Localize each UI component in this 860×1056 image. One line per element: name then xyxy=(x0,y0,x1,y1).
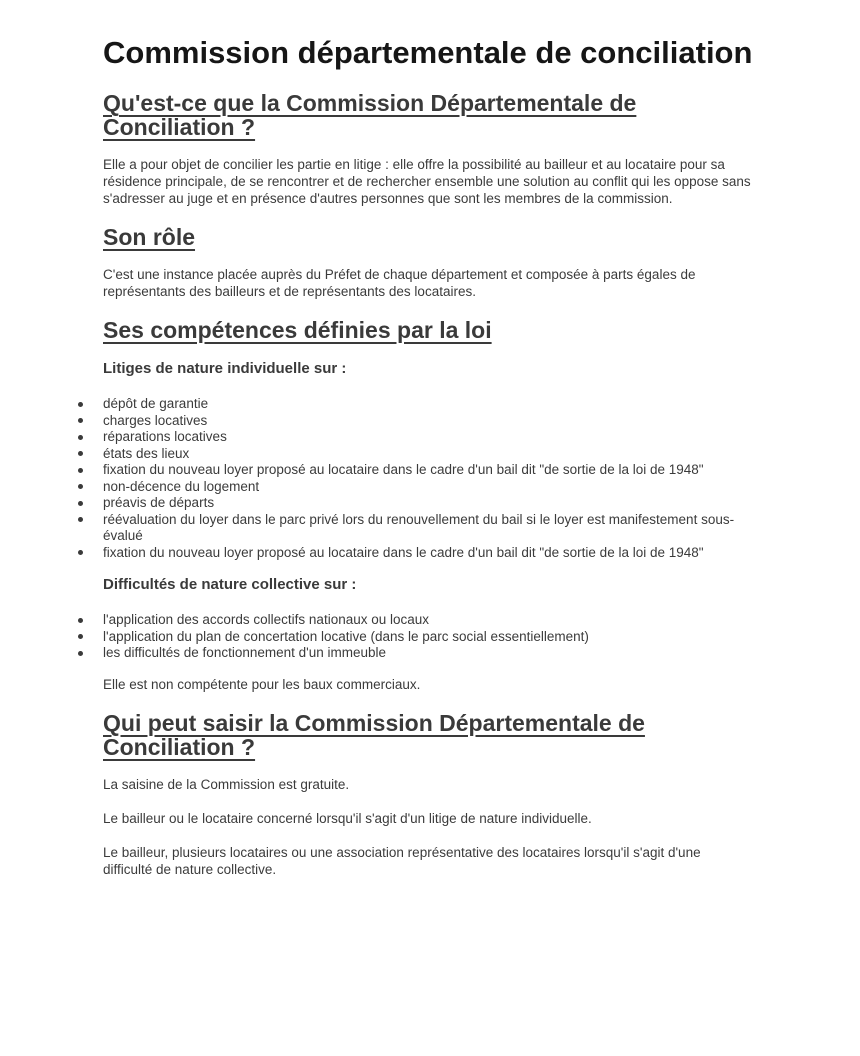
list-item: non-décence du logement xyxy=(103,479,753,496)
list-item: réévaluation du loyer dans le parc privé lors du renouvellement du bail si le loyer est manifestement sous-évalué xyxy=(103,512,753,545)
heading-competences: Ses compétences définies par la loi xyxy=(103,317,492,343)
heading-what-is: Qu'est-ce que la Commission Départementale de Conciliation ? xyxy=(103,90,637,140)
list-item: réparations locatives xyxy=(103,429,753,446)
paragraph-free-referral: La saisine de la Commission est gratuite. xyxy=(103,776,350,792)
list-item: l'application des accords collectifs nationaux ou locaux xyxy=(103,612,753,629)
paragraph-what-is: Elle a pour objet de concilier les partie en litige : elle offre la possibilité au bailleur et au locataire pour sa résidence principale, de se rencontrer et de rechercher ensemble une solution au conflit qui les oppose sans s'adresser au juge et en présence d'autres personnes que sont les membres de la commission. xyxy=(103,157,751,206)
paragraph-who-collective: Le bailleur, plusieurs locataires ou une association représentative des locataires lorsqu'il s'agit d'une difficulté de nature collective. xyxy=(103,844,701,877)
paragraph-who-individual: Le bailleur ou le locataire concerné lorsqu'il s'agit d'un litige de nature individuelle. xyxy=(103,810,592,826)
subheading-collective-difficulties: Difficultés de nature collective sur : xyxy=(103,576,357,593)
list-item: les difficultés de fonctionnement d'un immeuble xyxy=(103,645,753,662)
list-item: états des lieux xyxy=(103,446,753,463)
list-item: fixation du nouveau loyer proposé au locataire dans le cadre d'un bail dit "de sortie de la loi de 1948" xyxy=(103,462,753,479)
list-item: dépôt de garantie xyxy=(103,396,753,413)
paragraph-role: C'est une instance placée auprès du Préfet de chaque département et composée à parts égales de représentants des bailleurs et de représentants des locataires. xyxy=(103,267,696,299)
page-title: Commission départementale de conciliation xyxy=(103,35,753,70)
list-item: l'application du plan de concertation locative (dans le parc social essentiellement) xyxy=(103,629,753,646)
subheading-individual-disputes: Litiges de nature individuelle sur : xyxy=(103,360,347,377)
list-item: charges locatives xyxy=(103,413,753,430)
heading-who-can-refer: Qui peut saisir la Commission Départementale de Conciliation ? xyxy=(103,709,645,760)
heading-role: Son rôle xyxy=(103,224,196,250)
list-individual-disputes xyxy=(103,396,753,561)
list-item: fixation du nouveau loyer proposé au locataire dans le cadre d'un bail dit "de sortie de la loi de 1948" xyxy=(103,545,753,562)
list-collective-difficulties xyxy=(103,612,753,662)
paragraph-not-competent: Elle est non compétente pour les baux commerciaux. xyxy=(103,676,421,692)
list-item: préavis de départs xyxy=(103,495,753,512)
